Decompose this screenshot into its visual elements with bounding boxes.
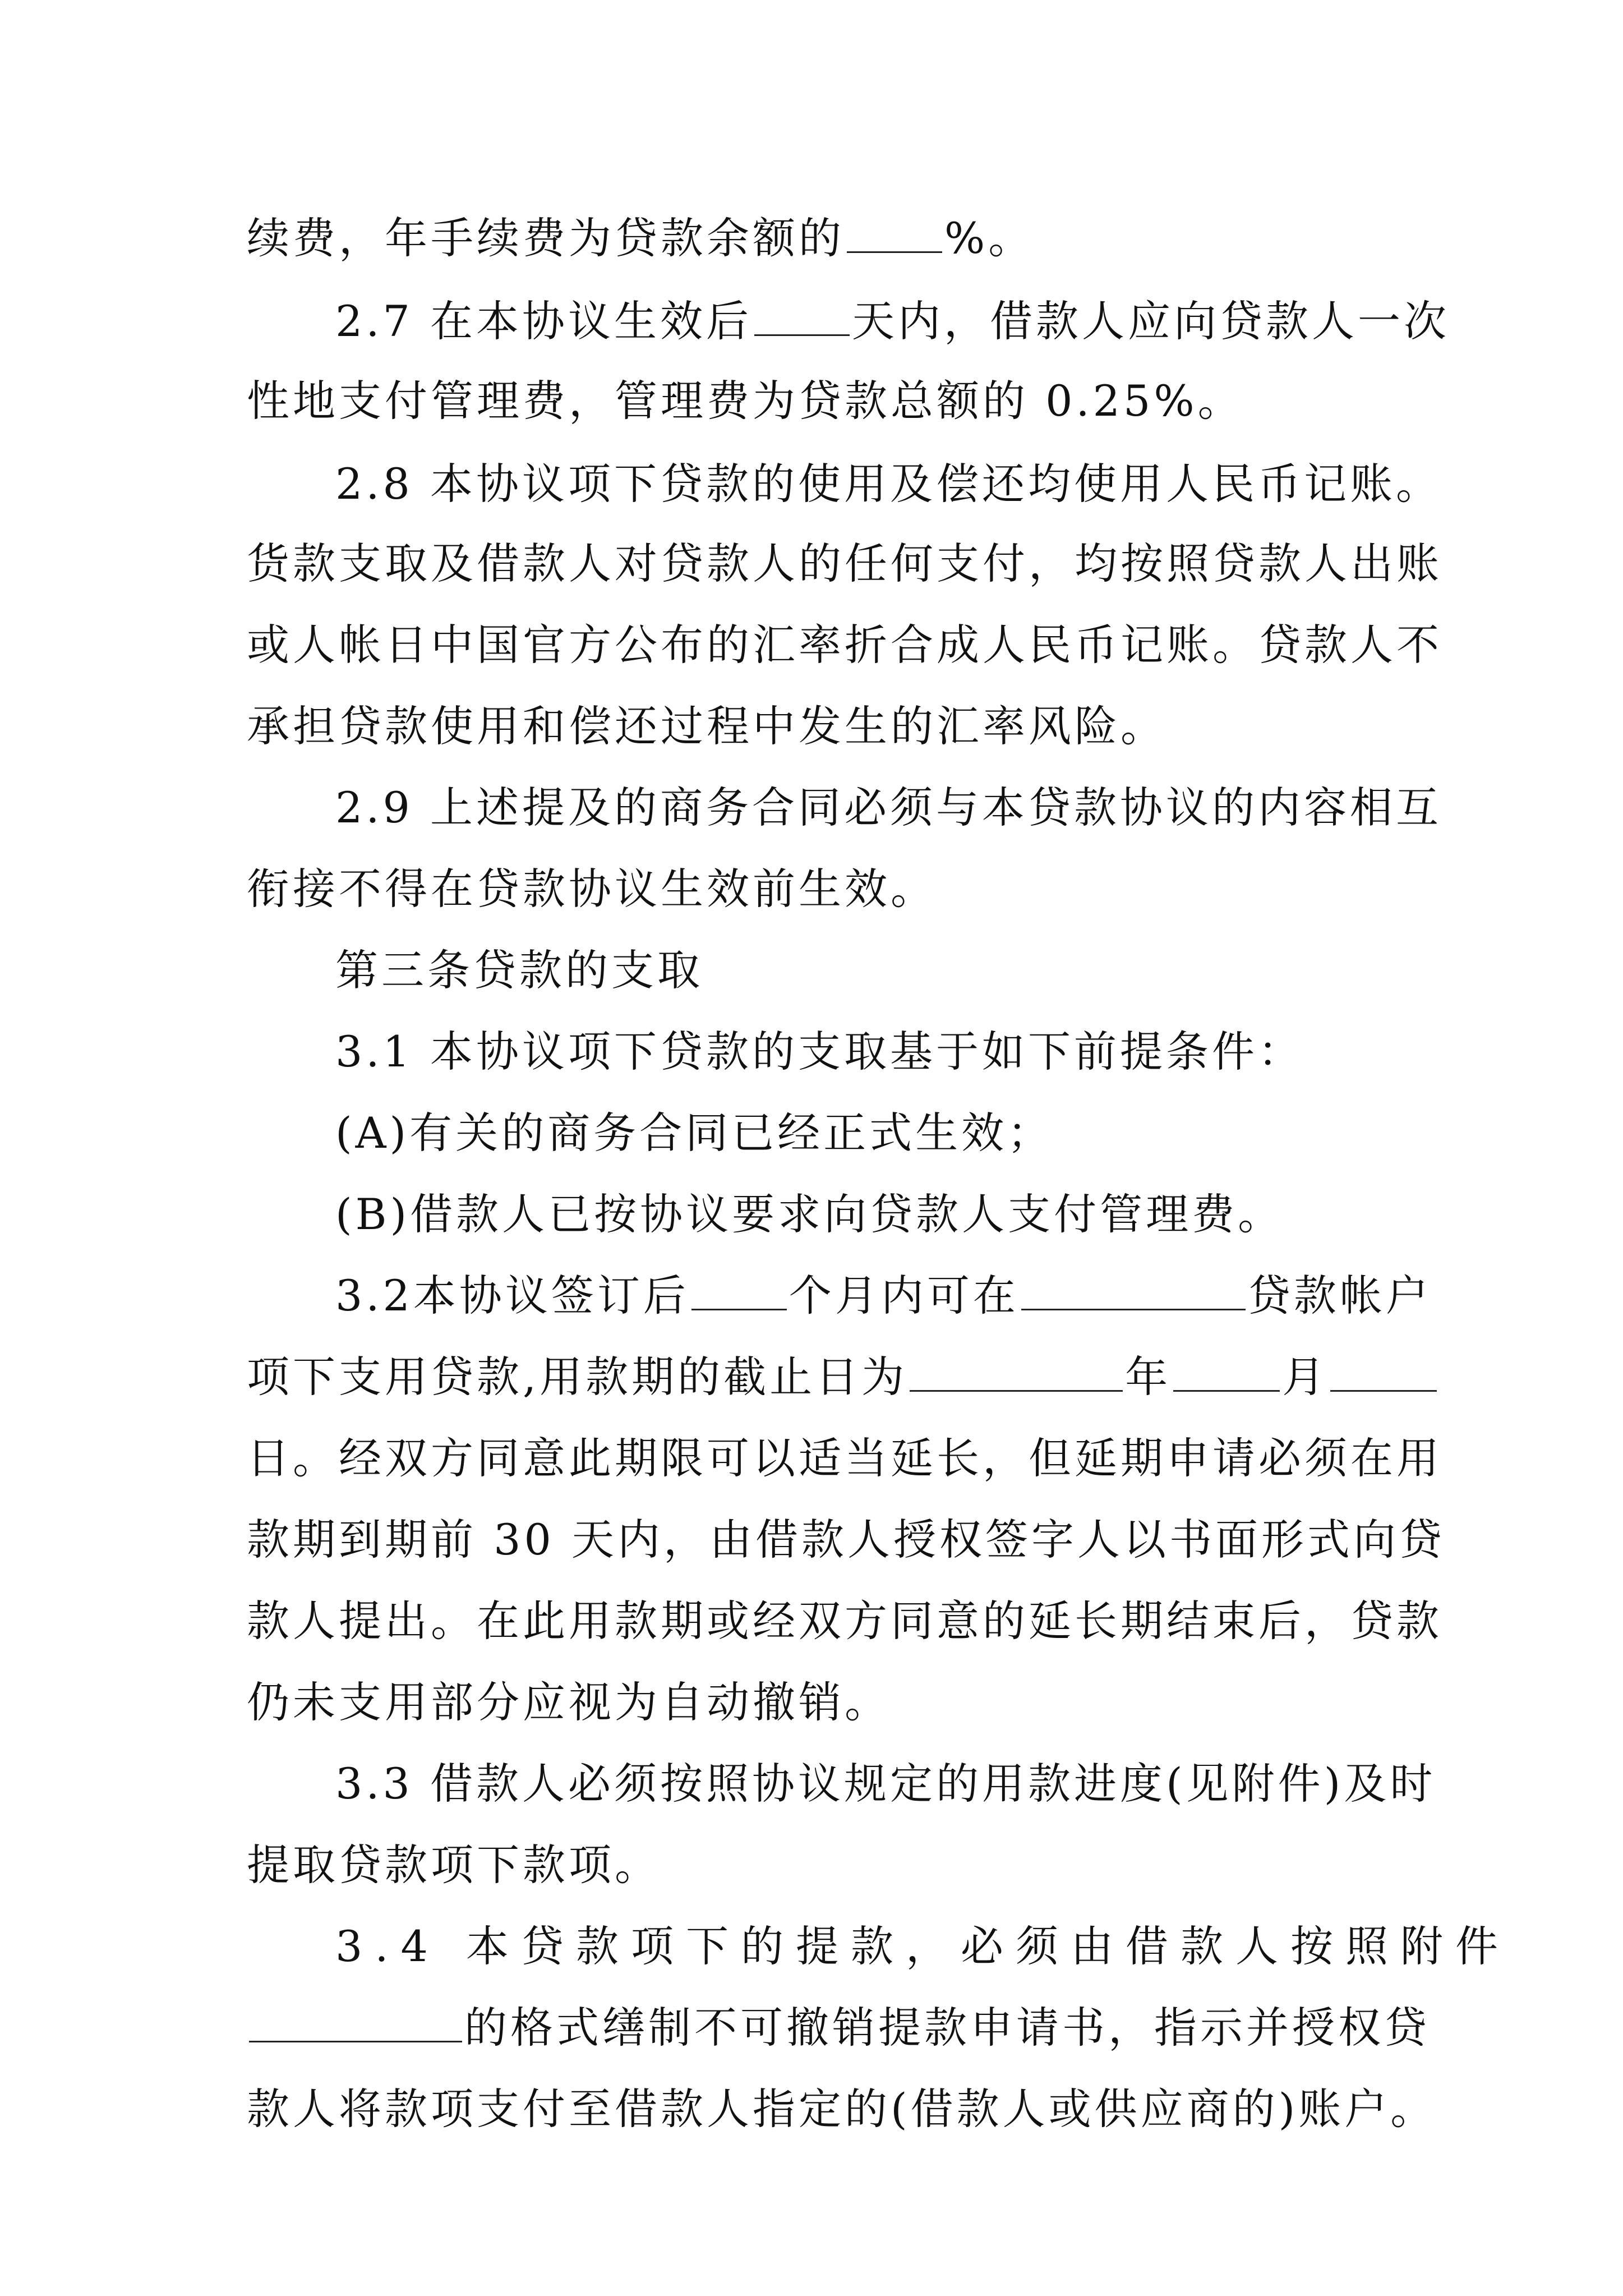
fill-in-blank	[754, 300, 850, 336]
fill-in-blank	[249, 2006, 462, 2042]
fill-in-blank	[1330, 1355, 1437, 1392]
text-segment: 贷款帐户	[1247, 1271, 1432, 1320]
text-segment: 年	[1125, 1352, 1172, 1402]
text-line	[335, 285, 1450, 358]
fill-in-blank	[1173, 1355, 1280, 1392]
paragraph-start: 3.3 借款人必须按照协议规定的用款进度(见附件)及时	[335, 1759, 1436, 1809]
text-segment: 3.2本协议签订后	[335, 1271, 689, 1320]
text-segment: 项下支用贷款,用款期的截止日为	[247, 1352, 908, 1402]
text-line: 承担贷款使用和偿还过程中发生的汇率风险。	[247, 701, 1166, 751]
text-line	[335, 1259, 1432, 1332]
text-line: 提取贷款项下款项。	[247, 1840, 661, 1890]
text-line: 款期到期前 30 天内，由借款人授权签字人以书面形式向贷	[247, 1515, 1446, 1565]
list-item: (B)借款人已按协议要求向贷款人支付管理费。	[335, 1189, 1284, 1239]
text-segment: %。	[944, 213, 1035, 263]
text-line: 或人帐日中国官方公布的汇率折合成人民币记账。贷款人不	[247, 620, 1442, 670]
fill-in-blank	[910, 1355, 1123, 1392]
text-segment: 月	[1282, 1352, 1329, 1402]
list-item: (A)有关的商务合同已经正式生效；	[335, 1108, 1054, 1158]
text-segment: 续费，年手续费为贷款余额的	[247, 213, 845, 263]
fill-in-blank	[1021, 1274, 1246, 1310]
text-segment: 个月内可在	[789, 1271, 1019, 1320]
fill-in-blank	[847, 217, 942, 253]
paragraph-start: 2.8 本协议项下贷款的使用及偿还均使用人民币记账。	[335, 459, 1442, 509]
text-line: 仍未支用部分应视为自动撤销。	[247, 1677, 891, 1727]
text-line: 款人将款项支付至借款人指定的(借款人或供应商的)账户。	[247, 2084, 1437, 2134]
paragraph-start: 3.4 本贷款项下的提款，必须由借款人按照附件	[335, 1921, 1511, 1971]
text-line	[247, 1991, 1430, 2064]
text-line: 性地支付管理费，管理费为贷款总额的 0.25%。	[247, 376, 1244, 426]
paragraph-start: 3.1 本协议项下贷款的支取基于如下前提条件：	[335, 1027, 1304, 1076]
fill-in-blank	[691, 1274, 787, 1310]
text-line: 日。经双方同意此期限可以适当延长，但延期申请必须在用	[247, 1433, 1442, 1483]
text-segment: 2.7 在本协议生效后	[335, 296, 753, 346]
text-segment: 天内，借款人应向贷款人一次	[852, 296, 1450, 346]
paragraph-start: 2.9 上述提及的商务合同必须与本贷款协议的内容相互	[335, 783, 1442, 832]
text-line: 货款支取及借款人对贷款人的任何支付，均按照贷款人出账	[247, 539, 1442, 588]
text-line	[247, 1341, 1439, 1414]
text-line: 款人提出。在此用款期或经双方同意的延长期结束后，贷款	[247, 1596, 1442, 1646]
text-line: 衔接不得在贷款协议生效前生效。	[247, 864, 937, 914]
section-heading: 第三条贷款的支取	[335, 945, 703, 995]
text-line	[247, 202, 1034, 275]
text-segment: 的格式缮制不可撤销提款申请书，指示并授权贷	[464, 2003, 1430, 2053]
